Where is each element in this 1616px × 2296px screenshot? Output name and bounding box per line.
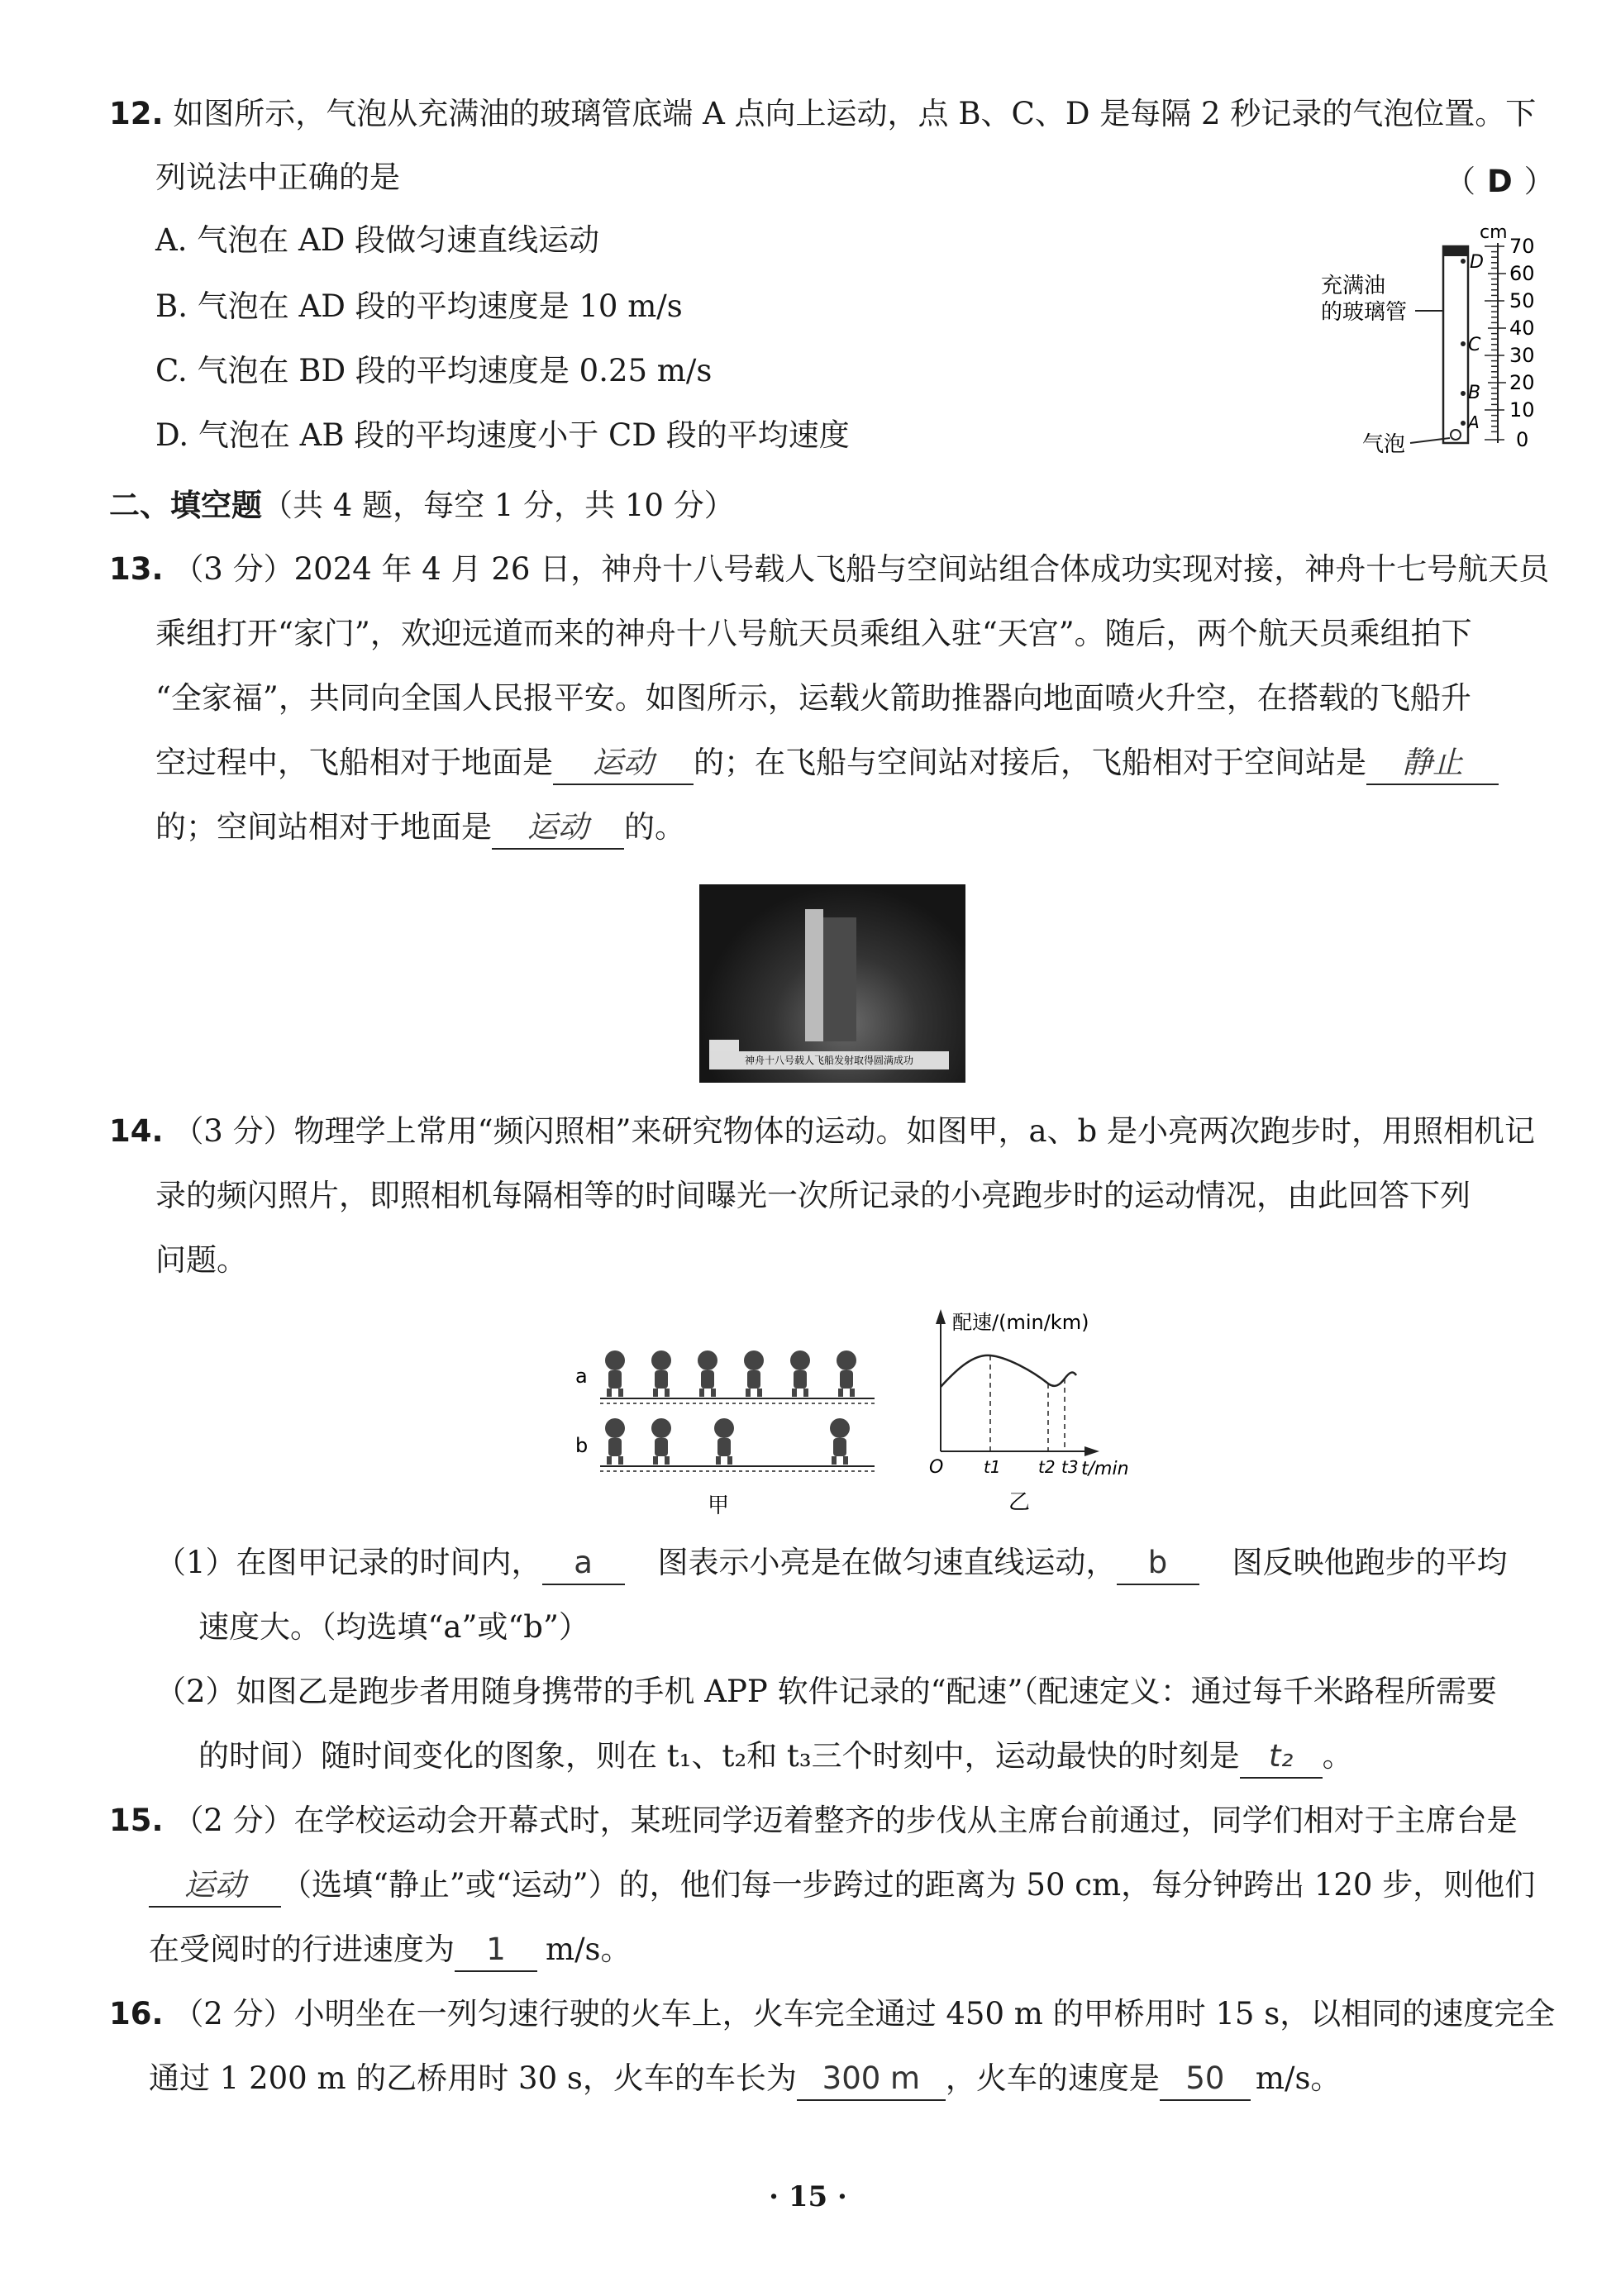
q16-line2: 通过 1 200 m 的乙桥用时 30 s，火车的车长为 300 m ，火车的速度是 50 m/s。	[149, 2058, 1341, 2101]
page-number: · 15 ·	[769, 2180, 847, 2213]
tick-30: 30	[1509, 344, 1535, 367]
q12-tube-label-2: 的玻璃管	[1321, 300, 1408, 325]
q12-answer-bracket: （ D ）	[1445, 164, 1555, 199]
q12-option-b: B. 气泡在 AD 段的平均速度是 10 m/s	[155, 288, 683, 324]
q13-line2: 乘组打开“家门”，欢迎远道而来的神舟十八号航天员乘组入驻“天宫”。随后，两个航天员乘组拍下	[155, 616, 1472, 651]
pace-curve	[941, 1355, 1076, 1387]
section-2-title: 二、填空题	[109, 488, 262, 523]
figure-jia-strobe	[570, 1331, 893, 1521]
q16-blank-1: 300 m	[797, 2058, 946, 2101]
q14-blank-3: t₂	[1240, 1736, 1323, 1779]
q13-line1: 13. （3 分）2024 年 4 月 26 日，神舟十八号载人飞船与空间站组合体成功实现对接，神舟十七号航天员	[109, 551, 1550, 587]
q13-blank-3: 运动	[492, 807, 624, 850]
point-a: A	[1468, 412, 1480, 432]
q14-line1: 14. （3 分）物理学上常用“频闪照相”来研究物体的运动。如图甲，a、b 是小亮两次跑步时，用照相机记	[109, 1113, 1535, 1149]
q14-part1-line2: 速度大。（均选填“a”或“b”）	[198, 1609, 589, 1645]
q15-blank-2: 1	[455, 1929, 537, 1972]
tick-50: 50	[1509, 289, 1535, 312]
runners-row-a	[605, 1350, 856, 1397]
graph-t3: t3	[1061, 1457, 1079, 1477]
graph-origin: O	[929, 1457, 944, 1478]
section-2-header	[109, 485, 735, 526]
q14-line2: 录的频闪照片，即照相机每隔相等的时间曝光一次所记录的小亮跑步时的运动情况，由此回答下列	[155, 1178, 1471, 1213]
q14-blank-1: a	[542, 1542, 625, 1585]
ruler-ticks	[1485, 246, 1506, 440]
graph-t1: t1	[984, 1457, 1001, 1477]
graph-y-label: 配速/(min/km)	[952, 1311, 1089, 1334]
q12-stem-1: 如图所示，气泡从充满油的玻璃管底端 A 点向上运动，点 B、C、D 是每隔 2 秒记录的气泡位置。下	[173, 96, 1537, 131]
q15-blank-1: 运动	[149, 1865, 281, 1908]
graph-t2: t2	[1038, 1457, 1056, 1477]
tick-40: 40	[1509, 317, 1535, 340]
q12-unit-label: cm	[1480, 222, 1508, 243]
q14-blank-2: b	[1117, 1542, 1199, 1585]
q16-line1: 16. （2 分）小明坐在一列匀速行驶的火车上，火车完全通过 450 m 的甲桥用时 15 s，以相同的速度完全	[109, 1996, 1556, 2032]
q14-line3: 问题。	[155, 1242, 247, 1278]
q14-part1-line1: （1）在图甲记录的时间内， a 图表示小亮是在做匀速直线运动， b 图反映他跑步的平均	[155, 1542, 1508, 1585]
q12-tube-figure	[1314, 222, 1571, 461]
runners-row-b	[605, 1418, 850, 1465]
figure-yi-pace-graph	[924, 1304, 1139, 1527]
q13-line3: “全家福”，共同向全国人民报平安。如图所示，运载火箭助推器向地面喷火升空，在搭载的飞船升	[155, 680, 1471, 716]
bubble	[1451, 430, 1461, 440]
graph-x-label: t/min	[1081, 1459, 1129, 1479]
figure-yi-label: 乙	[1008, 1490, 1031, 1515]
q15-number: 15.	[109, 1803, 164, 1838]
tick-10: 10	[1509, 398, 1535, 422]
q16-blank-2: 50	[1160, 2058, 1251, 2101]
q15-line1: 15. （2 分）在学校运动会开幕式时，某班同学迈着整齐的步伐从主席台前通过，同学们相对于主席台是	[109, 1803, 1518, 1838]
bubble-label: 气泡	[1362, 432, 1406, 457]
q14-number: 14.	[109, 1113, 164, 1149]
point-b: B	[1468, 383, 1481, 403]
q12-option-d: D. 气泡在 AB 段的平均速度小于 CD 段的平均速度	[155, 417, 850, 453]
q13-blank-1: 运动	[553, 742, 694, 785]
q16-number: 16.	[109, 1996, 164, 2032]
point-c: C	[1468, 335, 1481, 355]
q13-number: 13.	[109, 551, 164, 587]
photo-caption: 神舟十八号载人飞船发射取得圆满成功	[709, 1051, 949, 1069]
q15-line3: 在受阅时的行进速度为 1 m/s。	[149, 1929, 632, 1972]
q14-part2-line2: 的时间）随时间变化的图象，则在 t₁、t₂和 t₃三个时刻中，运动最快的时刻是 t₂ 。	[198, 1736, 1353, 1779]
q14-part2-line1: （2）如图乙是跑步者用随身携带的手机 APP 软件记录的“配速”（配速定义：通过每千米路程所需要	[155, 1674, 1497, 1709]
q15-line2: 运动 （选填“静止”或“运动”）的，他们每一步跨过的距离为 50 cm，每分钟跨出 120 步，则他们	[149, 1865, 1535, 1908]
q12-number: 12.	[109, 96, 164, 131]
q12-stem-2: 列说法中正确的是	[155, 160, 400, 195]
row-a-label: a	[575, 1365, 588, 1388]
tick-0: 0	[1516, 428, 1529, 451]
tick-60: 60	[1509, 262, 1535, 285]
point-d: D	[1470, 252, 1484, 273]
tick-20: 20	[1509, 371, 1535, 394]
figure-jia-label: 甲	[708, 1493, 730, 1518]
q12-tube-label-1: 充满油	[1321, 274, 1386, 298]
q13-line5: 的；空间站相对于地面是 运动 的。	[155, 807, 685, 850]
q12-line1	[109, 93, 1536, 135]
q12-answer: D	[1487, 164, 1513, 199]
row-b-label: b	[575, 1434, 589, 1457]
tick-70: 70	[1509, 235, 1535, 258]
q12-option-c: C. 气泡在 BD 段的平均速度是 0.25 m/s	[155, 353, 713, 388]
section-2-note: （共 4 题，每空 1 分，共 10 分）	[262, 488, 735, 523]
q13-blank-2: 静止	[1366, 742, 1499, 785]
q13-line4: 空过程中，飞船相对于地面是 运动 的；在飞船与空间站对接后，飞船相对于空间站是 静止	[155, 742, 1499, 785]
rocket-launch-photo	[699, 884, 965, 1083]
q12-option-a: A. 气泡在 AD 段做匀速直线运动	[155, 222, 600, 258]
